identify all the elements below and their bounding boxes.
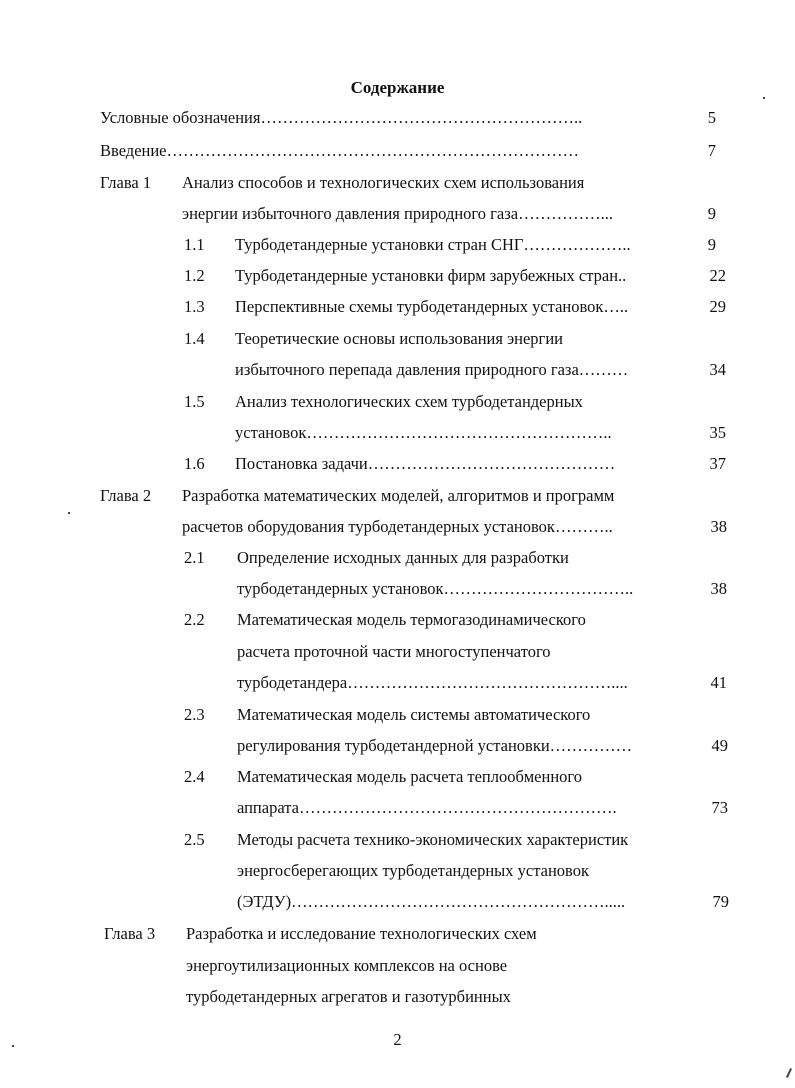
toc-entry: Определение исходных данных для разработки xyxy=(237,548,569,567)
toc-page: 38 xyxy=(710,579,727,598)
toc-label: 1.2 xyxy=(184,266,205,285)
toc-page: 29 xyxy=(709,297,726,316)
toc-label: 2.1 xyxy=(184,548,205,567)
toc-entry: Математическая модель системы автоматического xyxy=(237,705,591,724)
toc-entry: Разработка математических моделей, алгоритмов и программ xyxy=(182,486,615,505)
toc-entry: установок……………………………………………….. xyxy=(235,423,612,442)
toc-page: 41 xyxy=(710,673,727,692)
toc-entry: расчета проточной части многоступенчатого xyxy=(237,642,551,661)
toc-entry: Условные обозначения………………………………………………….. xyxy=(100,108,583,127)
toc-entry: аппарата…………………………………………………. xyxy=(237,798,617,817)
toc-page: 34 xyxy=(709,360,726,379)
toc-entry: расчетов оборудования турбодетандерных установок……….. xyxy=(182,517,613,536)
scan-speck xyxy=(12,1045,14,1047)
toc-label: 1.3 xyxy=(184,297,205,316)
toc-page: 22 xyxy=(709,266,726,285)
toc-entry: регулирования турбодетандерной установки…………… xyxy=(237,736,633,755)
toc-entry: Анализ способов и технологических схем использования xyxy=(182,173,585,192)
toc-entry: Турбодетандерные установки фирм зарубежных стран.. xyxy=(235,266,627,285)
toc-page: 79 xyxy=(712,892,729,911)
toc-entry: Методы расчета технико-экономических характеристик xyxy=(237,830,629,849)
toc-page: 73 xyxy=(711,798,728,817)
toc-page: 9 xyxy=(707,235,716,254)
toc-label: 1.1 xyxy=(184,235,205,254)
scan-speck xyxy=(68,512,70,514)
toc-page: 5 xyxy=(707,108,716,127)
toc-entry: энергосберегающих турбодетандерных установок xyxy=(237,861,589,880)
toc-label: Глава 2 xyxy=(100,486,152,505)
toc-page: 35 xyxy=(709,423,726,442)
toc-entry: Анализ технологических схем турбодетандерных xyxy=(235,392,583,411)
toc-entry: Перспективные схемы турбодетандерных установок….. xyxy=(235,297,629,316)
page-title: Содержание xyxy=(350,78,445,97)
toc-entry: избыточного перепада давления природного газа……… xyxy=(235,360,629,379)
toc-entry: Постановка задачи……………………………………… xyxy=(235,454,616,473)
toc-entry: (ЭТДУ)…………………………………………………..... xyxy=(237,892,626,911)
toc-label: 1.6 xyxy=(184,454,205,473)
toc-page: 37 xyxy=(709,454,726,473)
scan-speck xyxy=(763,97,765,99)
toc-label: 1.4 xyxy=(184,329,205,348)
toc-entry: Введение………………………………………………………………… xyxy=(100,141,580,160)
toc-entry: энергоутилизационных комплексов на основе xyxy=(186,956,508,975)
toc-page: 38 xyxy=(710,517,727,536)
toc-entry: турбодетандерных установок…………………………….. xyxy=(237,579,634,598)
toc-label: 2.2 xyxy=(184,610,205,629)
toc-entry: Математическая модель расчета теплообменного xyxy=(237,767,583,786)
scan-speck xyxy=(786,1068,792,1078)
toc-entry: турбодетандера………………………………………….... xyxy=(237,673,628,692)
toc-page: 49 xyxy=(711,736,728,755)
toc-label: 1.5 xyxy=(184,392,205,411)
toc-page: 7 xyxy=(707,141,716,160)
page-number: 2 xyxy=(393,1030,402,1049)
toc-label: 2.3 xyxy=(184,705,205,724)
toc-entry: энергии избыточного давления природного газа……………... xyxy=(182,204,613,223)
toc-entry: Турбодетандерные установки стран СНГ……………….. xyxy=(235,235,631,254)
toc-label: Глава 1 xyxy=(100,173,152,192)
toc-entry: Математическая модель термогазодинамического xyxy=(237,610,586,629)
toc-label: 2.5 xyxy=(184,830,205,849)
toc-page: 9 xyxy=(707,204,716,223)
toc-entry: Теоретические основы использования энергии xyxy=(235,329,563,348)
toc-entry: турбодетандерных агрегатов и газотурбинных xyxy=(186,987,511,1006)
toc-label: Глава 3 xyxy=(104,924,156,943)
toc-entry: Разработка и исследование технологических схем xyxy=(186,924,537,943)
toc-label: 2.4 xyxy=(184,767,205,786)
